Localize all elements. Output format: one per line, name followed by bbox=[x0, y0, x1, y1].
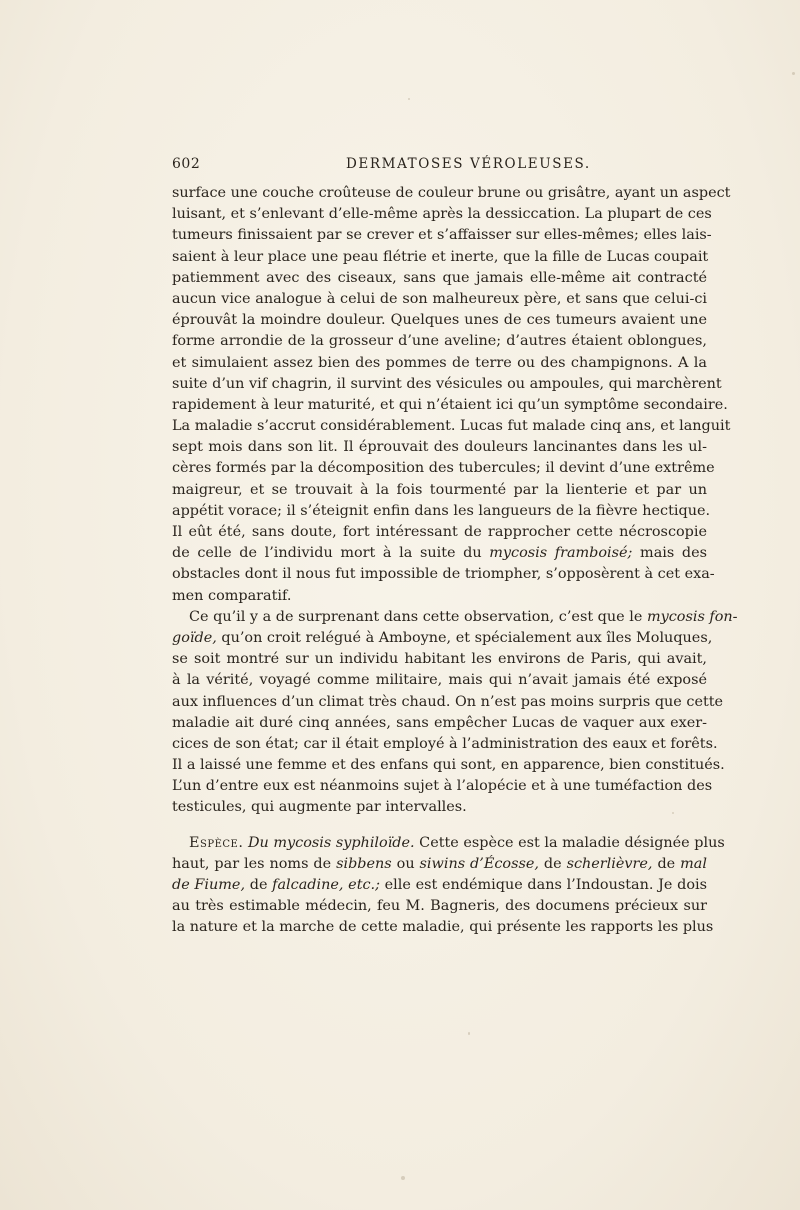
text-segment: forme arrondie de la grosseur d’une aveline; d’autres étaient oblongues, bbox=[172, 333, 707, 350]
text-segment: patiemment avec des ciseaux, sans que jamais elle-même ait contracté bbox=[172, 269, 707, 286]
text-segment: cères formés par la décomposition des tubercules; il devint d’une extrême bbox=[172, 460, 715, 477]
text-line bbox=[172, 649, 707, 670]
text-line bbox=[172, 395, 728, 416]
text-line bbox=[172, 331, 707, 352]
text-segment: et simulaient assez bien des pommes de terre ou des champignons. A la bbox=[172, 354, 707, 371]
italic-text: mycosis fon- bbox=[646, 608, 738, 625]
text-line bbox=[172, 776, 713, 797]
text-line bbox=[172, 875, 707, 896]
page-number: 602 bbox=[172, 156, 201, 172]
text-segment: saient à leur place une peau flétrie et inerte, que la fille de Lucas coupait bbox=[172, 248, 709, 265]
body-text bbox=[172, 183, 738, 939]
text-segment: surface une couche croûteuse de couleur brune ou grisâtre, ayant un aspect bbox=[172, 185, 731, 201]
text-line bbox=[172, 564, 715, 585]
text-segment: men comparatif. bbox=[172, 587, 292, 604]
text-line bbox=[172, 607, 738, 628]
text-segment: de bbox=[245, 877, 273, 893]
text-line bbox=[172, 896, 707, 917]
text-line bbox=[172, 289, 707, 310]
text-line bbox=[172, 586, 707, 607]
text-line bbox=[172, 692, 724, 713]
italic-text: goïde, bbox=[172, 629, 217, 646]
text-line bbox=[172, 183, 731, 204]
text-segment: rapidement à leur maturité, et qui n’étaient ici qu’un symptôme secondaire. bbox=[172, 396, 728, 413]
paper-speck bbox=[468, 1032, 470, 1035]
running-head: DERMATOSES VÉROLEUSES. bbox=[346, 156, 591, 172]
italic-text: Du mycosis syphiloïde. bbox=[248, 834, 415, 851]
text-line bbox=[172, 755, 725, 776]
text-segment: Cette espèce est la maladie désignée plus bbox=[414, 834, 725, 851]
text-segment: La maladie s’accrut considérablement. Lucas fut malade cinq ans, et languit bbox=[172, 418, 731, 435]
text-line bbox=[172, 458, 715, 479]
text-line bbox=[172, 437, 707, 458]
italic-text: sibbens bbox=[336, 855, 392, 872]
text-segment: de celle de l’individu mort à la suite du bbox=[172, 545, 490, 562]
italic-text: mal bbox=[680, 855, 707, 872]
text-line bbox=[172, 670, 707, 691]
text-line bbox=[172, 854, 707, 875]
text-line bbox=[172, 204, 712, 225]
text-segment: haut, par les noms de bbox=[172, 855, 337, 872]
text-segment: obstacles dont il nous fut impossible de triompher, s’opposèrent à cet exa- bbox=[172, 566, 715, 583]
text-segment: ou bbox=[391, 855, 420, 872]
paragraph-gap bbox=[172, 819, 707, 833]
text-segment: mais des bbox=[632, 545, 708, 562]
text-segment: de bbox=[538, 855, 567, 872]
text-line bbox=[172, 416, 731, 437]
text-line bbox=[172, 543, 707, 564]
text-segment: Il eût été, sans doute, fort intéressant de rapprocher cette nécroscopie bbox=[172, 524, 707, 540]
small-caps-heading: Espèce. bbox=[189, 834, 244, 851]
text-segment: la nature et la marche de cette maladie, qui présente les rapports les plus bbox=[172, 919, 714, 936]
text-segment: se soit montré sur un individu habitant les environs de Paris, qui avait, bbox=[172, 651, 707, 668]
text-line bbox=[172, 734, 718, 755]
italic-text: falcadine, etc.; bbox=[272, 877, 380, 893]
text-line bbox=[172, 247, 707, 268]
text-line bbox=[172, 374, 722, 395]
text-segment: au très estimable médecin, feu M. Bagneris, des documens précieux sur bbox=[172, 898, 707, 915]
text-segment: elle est endémique dans l’Indoustan. Je dois bbox=[379, 877, 707, 893]
text-line bbox=[172, 310, 707, 331]
text-line bbox=[172, 480, 707, 501]
text-segment: L’un d’entre eux est néanmoins sujet à l’alopécie et à une tuméfaction des bbox=[172, 778, 713, 795]
italic-text: siwins d’Écosse, bbox=[419, 855, 539, 872]
page-header bbox=[172, 156, 712, 178]
text-segment: aucun vice analogue à celui de son malheureux père, et sans que celui-ci bbox=[172, 290, 707, 307]
text-segment: à la vérité, voyagé comme militaire, mais qui n’avait jamais été exposé bbox=[172, 672, 707, 689]
text-segment: qu’on croit relégué à Amboyne, et spécialement aux îles Moluques, bbox=[216, 629, 713, 646]
text-segment: maladie ait duré cinq années, sans empêcher Lucas de vaquer aux exer- bbox=[172, 714, 707, 731]
text-segment: appétit vorace; il s’éteignit enfin dans les langueurs de la fièvre hectique. bbox=[172, 502, 711, 519]
text-segment: sept mois dans son lit. Il éprouvait des douleurs lancinantes dans les ul- bbox=[172, 439, 707, 456]
text-segment: cices de son état; car il était employé à l’administration des eaux et forêts. bbox=[172, 735, 718, 752]
paper-speck bbox=[792, 72, 795, 75]
text-segment: de bbox=[652, 855, 681, 872]
text-line bbox=[172, 628, 713, 649]
paper-speck bbox=[672, 812, 674, 814]
text-segment: aux influences d’un climat très chaud. On n’est pas moins surpris que cette bbox=[172, 693, 724, 710]
text-segment: suite d’un vif chagrin, il survint des vésicules ou ampoules, qui marchèrent bbox=[172, 375, 722, 392]
text-segment: maigreur, et se trouvait à la fois tourmenté par la lienterie et par un bbox=[172, 481, 707, 498]
text-segment: tumeurs finissaient par se crever et s’affaisser sur elles-mêmes; elles lais- bbox=[172, 227, 712, 244]
text-segment: Ce qu’il y a de surprenant dans cette observation, c’est que le bbox=[189, 608, 647, 625]
paper-speck bbox=[408, 98, 410, 100]
text-line bbox=[172, 353, 707, 374]
text-line bbox=[172, 797, 707, 818]
text-line bbox=[172, 713, 707, 734]
text-line bbox=[172, 225, 712, 246]
text-segment: testicules, qui augmente par intervalles. bbox=[172, 799, 467, 816]
italic-text: scherlièvre, bbox=[566, 855, 653, 872]
text-line bbox=[172, 917, 714, 938]
text-line bbox=[172, 522, 707, 543]
paper-speck bbox=[401, 1176, 405, 1180]
text-line bbox=[172, 268, 707, 289]
italic-text: mycosis framboisé; bbox=[489, 545, 633, 562]
text-line bbox=[172, 833, 725, 854]
text-segment: Il a laissé une femme et des enfans qui sont, en apparence, bien constitués. bbox=[172, 757, 725, 774]
text-segment: luisant, et s’enlevant d’elle-même après la dessiccation. La plupart de ces bbox=[172, 206, 712, 223]
italic-text: de Fiume, bbox=[172, 877, 246, 893]
text-segment: éprouvât la moindre douleur. Quelques unes de ces tumeurs avaient une bbox=[172, 312, 707, 329]
text-line bbox=[172, 501, 711, 522]
